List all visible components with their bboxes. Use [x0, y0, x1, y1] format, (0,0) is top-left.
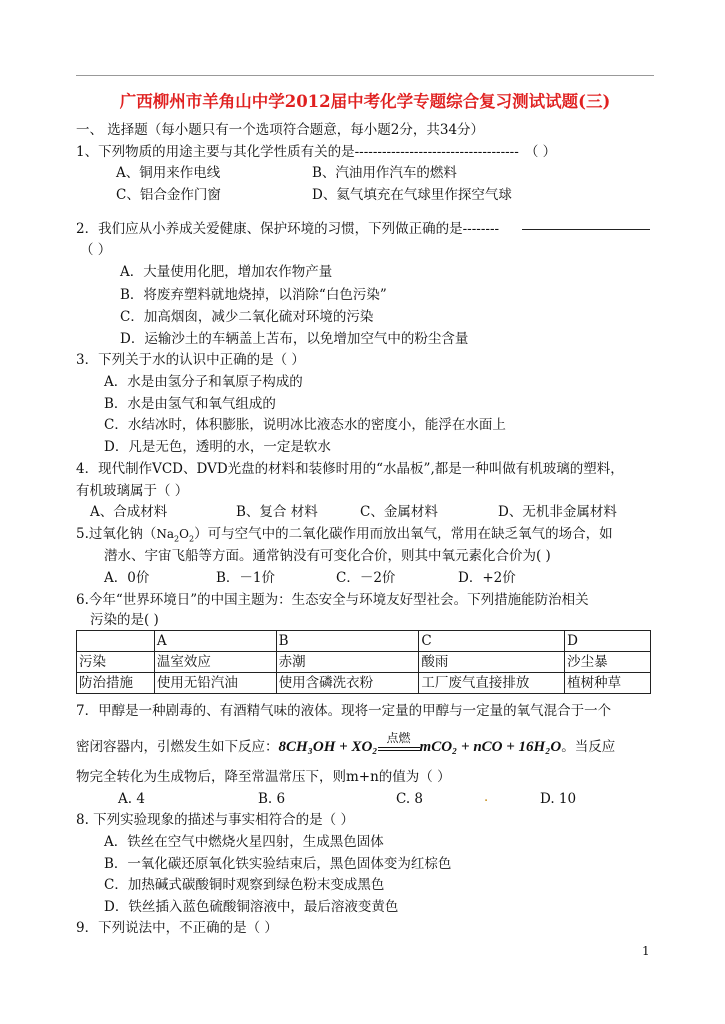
question-3-option-b: B．水是由氢气和氧气组成的 [104, 396, 276, 412]
table-cell: A [154, 631, 276, 652]
equation-right: mCO₂ + nCO + 16H₂O [419, 739, 562, 755]
question-5-option-b: B．－1价 [216, 570, 276, 586]
question-7-text-pre: 密闭容器内，引燃发生如下反应： [76, 739, 279, 755]
question-9-stem: 9．下列说法中，不正确的是（ ） [76, 920, 278, 936]
question-3-stem: 3．下列关于水的认识中正确的是（ ） [76, 352, 305, 368]
question-5-option-c: C．－2价 [336, 570, 396, 586]
table-cell: B [276, 631, 419, 652]
table-cell: 温室效应 [154, 652, 276, 673]
question-1-option-c: C、铝合金作门窗 [116, 187, 221, 203]
equation-arrow [378, 730, 420, 751]
question-4-option-c: C、金属材料 [360, 504, 438, 520]
table-row [77, 652, 651, 673]
question-4-stem-line2: 有机玻璃属于（ ） [76, 483, 189, 499]
question-3-option-a: A．水是由氢分子和氧原子构成的 [104, 374, 303, 390]
table-cell: D [565, 631, 651, 652]
stray-mark: . [484, 790, 489, 805]
table-cell: 沙尘暴 [565, 652, 651, 673]
table-cell: 使用无铅汽油 [154, 673, 276, 694]
table-header-row [77, 631, 651, 652]
question-5-text-post: ）可与空气中的二氧化碳作用而放出氧气，常用在缺乏氧气的场合，如 [194, 526, 613, 542]
question-4-option-b: B、复合 材料 [236, 504, 318, 520]
question-7-option-c: C. 8 [396, 791, 424, 807]
section-heading: 一、 选择题（每小题只有一个选项符合题意，每小题2分，共34分） [76, 122, 485, 138]
question-5-stem-line2: 潜水、宇宙飞船等方面。通常钠没有可变化合价，则其中氧元素化合价为( ) [104, 548, 551, 564]
question-4-option-a: A、合成材料 [90, 504, 168, 520]
question-2-option-d: D．运输沙土的车辆盖上苫布，以免增加空气中的粉尘含量 [120, 331, 469, 347]
question-8-option-d: D．铁丝插入蓝色硫酸铜溶液中，最后溶液变黄色 [104, 899, 399, 915]
question-6-stem-line2: 污染的是( ) [90, 612, 159, 628]
table-cell: 污染 [77, 652, 155, 673]
table-cell: C [419, 631, 565, 652]
question-1-dashes: ------------------------------------ [354, 144, 519, 160]
question-2-answer-line [522, 229, 650, 230]
question-7-option-a: A. 4 [118, 791, 145, 807]
question-7-text-post: 。当反应 [561, 739, 616, 755]
question-7-option-b: B. 6 [258, 791, 286, 807]
question-2-option-b: B．将废弃塑料就地烧掉，以消除“白色污染” [120, 287, 387, 303]
header-rule [76, 75, 654, 76]
question-8-stem: 8. 下列实验现象的描述与事实相符合的是（ ） [76, 812, 354, 828]
question-2-bracket: （ ） [80, 242, 112, 258]
question-8-option-c: C．加热碱式碳酸铜时观察到绿色粉末变成黑色 [104, 877, 385, 893]
question-2-option-c: C．加高烟囱，减少二氧化硫对环境的污染 [120, 309, 374, 325]
page-number: 1 [642, 944, 650, 958]
question-3-option-d: D．凡是无色，透明的水，一定是软水 [104, 439, 331, 455]
question-1-option-d: D、氦气填充在气球里作探空气球 [312, 187, 512, 203]
question-7-option-d: D. 10 [540, 791, 577, 807]
question-6-table [76, 630, 651, 694]
question-8-option-b: B．一氧化碳还原氧化铁实验结束后，黑色固体变为红棕色 [104, 856, 452, 872]
table-cell: 工厂废气直接排放 [419, 673, 565, 694]
question-7-stem-line3: 物完全转化为生成物后，降至常温常压下，则m+n的值为（ ） [76, 769, 451, 785]
question-6-stem-line1: 6.今年“世界环境日”的中国主题为：生态安全与环境友好型社会。下列措施能防治相关 [76, 592, 589, 608]
table-row [77, 673, 651, 694]
question-2-option-a: A．大量使用化肥，增加农作物产量 [120, 264, 333, 280]
table-cell: 使用含磷洗衣粉 [276, 673, 419, 694]
question-7-stem-line2 [76, 730, 616, 757]
question-4-stem-line1: 4．现代制作VCD、DVD光盘的材料和装修时用的“水晶板”,都是一种叫做有机玻璃的塑料， [76, 461, 624, 477]
question-3-option-c: C．水结冰时，体积膨胀，说明冰比液态水的密度小，能浮在水面上 [104, 417, 506, 433]
reaction-condition: 点燃 [386, 730, 411, 745]
page-title: 广西柳州市羊角山中学2012届中考化学专题综合复习测试试题(三) [119, 92, 611, 111]
question-1-stem [76, 142, 556, 162]
question-1-bracket: （ ） [524, 144, 557, 160]
table-cell: 赤潮 [276, 652, 419, 673]
sodium-peroxide-formula: $Na_2O_2$ [156, 527, 195, 544]
table-cell: 植树种草 [565, 673, 651, 694]
question-7-stem-line1: 7．甲醇是一种剧毒的、有酒精气味的液体。现将一定量的甲醇与一定量的氧气混合于一个 [76, 703, 612, 719]
table-cell [77, 631, 155, 652]
question-4-option-d: D、无机非金属材料 [498, 504, 617, 520]
reaction-equation [278, 730, 562, 757]
table-cell: 防治措施 [77, 673, 155, 694]
question-5-option-d: D．+2价 [458, 570, 516, 586]
question-5-option-a: A．0价 [104, 570, 150, 586]
question-1-text: 1、下列物质的用途主要与其化学性质有关的是 [76, 144, 355, 160]
question-1-option-b: B、汽油用作汽车的燃料 [312, 165, 457, 181]
question-2-stem: 2．我们应从小养成关爱健康、保护环境的习惯，下列做正确的是-------- [76, 221, 500, 237]
question-5-text-pre: 5.过氧化钠（ [76, 526, 157, 542]
question-8-option-a: A．铁丝在空气中燃烧火星四射，生成黑色固体 [104, 834, 384, 850]
table-cell: 酸雨 [419, 652, 565, 673]
equation-left: 8CH₃OH + XO₂ [278, 739, 378, 755]
question-1-option-a: A、铜用来作电线 [116, 165, 221, 181]
